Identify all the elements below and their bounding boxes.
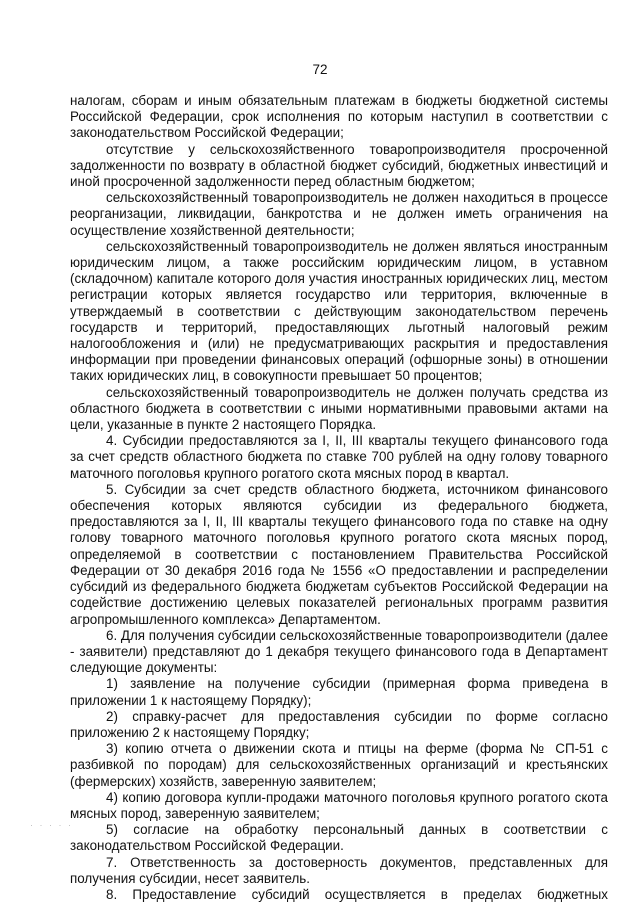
paragraph: 8. Предоставление субсидий осуществляется в пределах бюджетных xyxy=(106,886,608,902)
paragraph: 6. Для получения субсидии сельскохозяйственные товаропроизводители (далее - заявители) представляют до 1 декабря текущего финансового года в Департамент следующие документы: xyxy=(70,627,609,676)
document-body xyxy=(70,93,608,903)
page-number: 72 xyxy=(312,62,328,77)
paragraph: 4) копию договора купли-продажи маточного поголовья крупного рогатого скота мясных пород, заверенную заявителем; xyxy=(70,789,608,821)
paragraph: 5. Субсидии за счет средств областного бюджета, источником финансового обеспечения которых являются субсидии из федерального бюджета, предоставляются за I, II, III кварталы текущего финансового года по ставке на одну голову товарного маточного поголовья крупного рогатого скота мясных пород, определяемой в соответствии с постановлением Правительства Российской Федерации от 30 декабря 2016 года № 1556 «О предоставлении и распределении субсидий из федерального бюджета бюджетам субъектов Российской Федерации на содействие достижению целевых показателей региональных программ развития агропромышленного комплекса» Департаментом. xyxy=(70,481,608,627)
paragraph: 1) заявление на получение субсидии (примерная форма приведена в приложении 1 к настоящему Порядку); xyxy=(70,676,608,708)
scan-margin-mark: · · · · · xyxy=(30,820,73,830)
paragraph: 4. Субсидии предоставляются за I, II, III кварталы текущего финансового года за счет средств областного бюджета по ставке 700 рублей на одну голову товарного маточного поголовья крупного рогатого скота мясных пород в квартал. xyxy=(70,433,608,481)
paragraph: сельскохозяйственный товаропроизводитель не должен являться иностранным юридическим лицом, а также российским юридическим лицом, в уставном (складочном) капитале которого доля участия иностранных юридических лиц, местом регистрации которых является государство или территория, включенные в утверждаемый в соответствии с действующим законодательством перечень государств и территорий, предоставляющих льготный налоговый режим налогообложения и (или) не предусматривающих раскрытия и предоставления информации при проведении финансовых операций (офшорные зоны) в отношении таких юридических лиц, в совокупности превышает 50 процентов; xyxy=(70,238,608,384)
paragraph: 2) справку-расчет для предоставления субсидии по форме согласно приложению 2 к настоящему Порядку; xyxy=(70,708,608,740)
paragraph: 3) копию отчета о движении скота и птицы на ферме (форма № СП-51 с разбивкой по породам) для сельскохозяйственных организаций и крестьянских (фермерских) хозяйств, заверенную заявителем; xyxy=(70,741,608,789)
paragraph: отсутствие у сельскохозяйственного товаропроизводителя просроченной задолженности по возврату в областной бюджет субсидий, бюджетных инвестиций и иной просроченной задолженности перед областным бюджетом; xyxy=(70,141,608,190)
paragraph: 7. Ответственность за достоверность документов, представленных для получения субсидии, несет заявитель. xyxy=(70,854,608,886)
paragraph: 5) согласие на обработку персональный данных в соответствии с законодательством Российской Федерации. xyxy=(70,822,608,854)
paragraph: сельскохозяйственный товаропроизводитель не должен получать средства из областного бюджета в соответствии с иными нормативными правовыми актами на цели, указанные в пункте 2 настоящего Порядка. xyxy=(70,384,608,433)
paragraph: сельскохозяйственный товаропроизводитель не должен находиться в процессе реорганизации, ликвидации, банкротства и не должен иметь ограничения на осуществление хозяйственной деятельности; xyxy=(70,190,608,238)
paragraph: налогам, сборам и иным обязательным платежам в бюджеты бюджетной системы Российской Федерации, срок исполнения по которым наступил в соответствии с законодательством Российской Федерации; xyxy=(70,93,608,141)
